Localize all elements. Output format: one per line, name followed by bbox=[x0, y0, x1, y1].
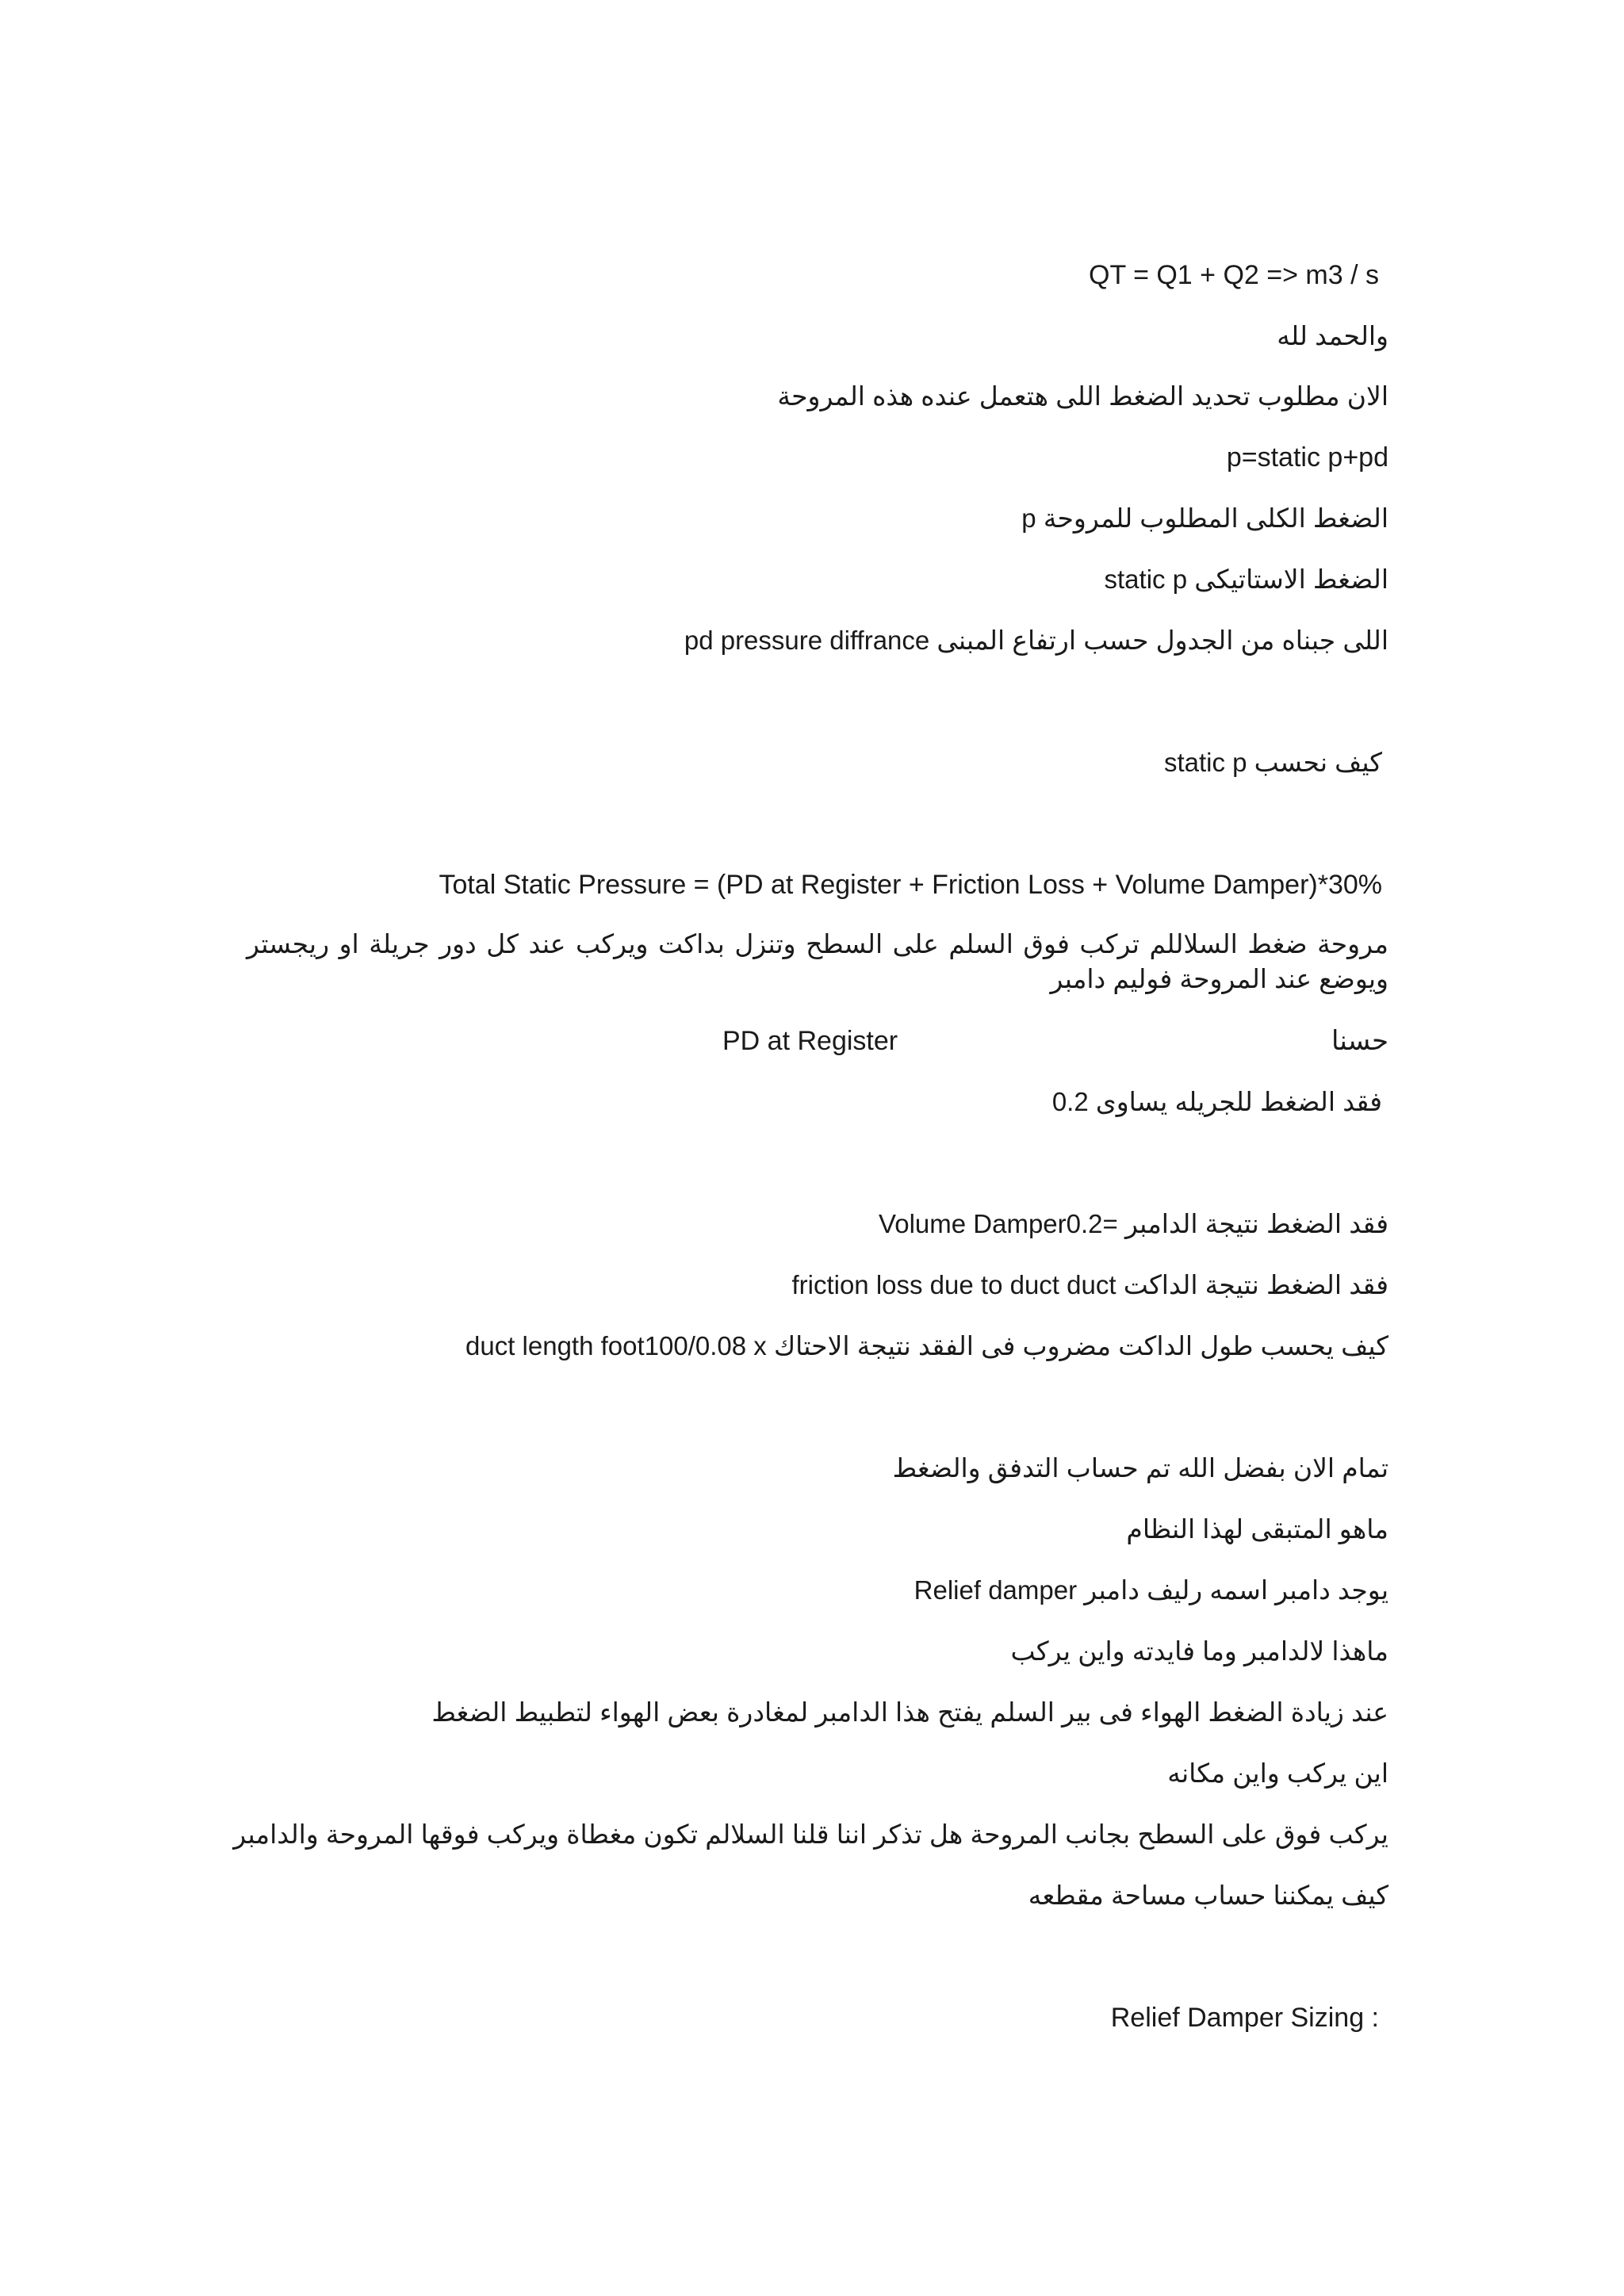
total-static-pressure-formula: Total Static Pressure = (PD at Register + Friction Loss + Volume Damper)*30% bbox=[439, 870, 1382, 900]
pd-row-latin: PD at Register bbox=[722, 1026, 898, 1056]
relief-damper-function: عند زيادة الضغط الهواء فى بير السلم يفتح هذا الدامبر لمغادرة بعض الهواء لتطبيط الضغط bbox=[431, 1697, 1388, 1727]
relief-damper-location-question: اين يركب واين مكانه bbox=[1167, 1758, 1388, 1788]
flow-pressure-done: تمام الان بفضل الله تم حساب التدفق والضغط bbox=[892, 1453, 1388, 1483]
pressure-requirement-line: الان مطلوب تحديد الضغط اللى هتعمل عنده هذه المروحة bbox=[777, 381, 1388, 411]
pressure-formula: p=static p+pd bbox=[1226, 442, 1388, 473]
praise-line: والحمد لله bbox=[1277, 321, 1388, 350]
grille-pressure-loss: فقد الضغط للجريله يساوى 0.2 bbox=[1051, 1087, 1382, 1116]
remaining-system-question: ماهو المتبقى لهذا النظام bbox=[1126, 1514, 1388, 1544]
flow-formula: QT = Q1 + Q2 => m3 / s bbox=[1089, 260, 1379, 290]
duct-friction-loss: friction loss due to duct duct فقد الضغط نتيجة الداكت bbox=[791, 1270, 1388, 1299]
static-pressure-definition: static p الضغط الاستاتيكى bbox=[1104, 564, 1388, 594]
cross-section-question: كيف يمكننا حساب مساحة مقطعه bbox=[1028, 1881, 1388, 1910]
pd-row-arabic: حسنا bbox=[1331, 1026, 1388, 1056]
relief-damper-question: ماهذا لالدامبر وما فايدته واين يركب bbox=[1010, 1636, 1388, 1666]
relief-damper-intro: يوجد دامبر اسمه رليف دامبر Relief damper bbox=[914, 1575, 1388, 1605]
stair-fan-description: مروحة ضغط السلاللم تركب فوق السلم على السطح وتنزل بداكت ويركب عند كل دور جريلة او ريجستر ويوضع عند المروحة فوليم دامبر bbox=[247, 929, 1388, 993]
pd-at-register-row bbox=[722, 1024, 1388, 1058]
total-pressure-definition: p الضغط الكلى المطلوب للمروحة bbox=[1021, 503, 1388, 533]
volume-damper-loss: Volume Damperفقد الضغط نتيجة الدامبر =0.2 bbox=[879, 1209, 1388, 1238]
duct-length-calculation: كيف يحسب طول الداكت مضروب فى الفقد نتيجة الاحتاك duct length foot100/0.08 x bbox=[465, 1331, 1388, 1360]
relief-damper-location: يركب فوق على السطح بجانب المروحة هل تذكر اننا قلنا السلالم تكون مغطاة ويركب فوقها المروحة والدامبر bbox=[233, 1820, 1388, 1849]
pressure-difference-definition: pd pressure diffrance اللى جبناه من الجدول حسب ارتفاع المبنى bbox=[684, 626, 1388, 655]
relief-damper-sizing-heading: Relief Damper Sizing : bbox=[1110, 2003, 1379, 2033]
static-pressure-question: كيف نحسب static p bbox=[1163, 748, 1382, 777]
